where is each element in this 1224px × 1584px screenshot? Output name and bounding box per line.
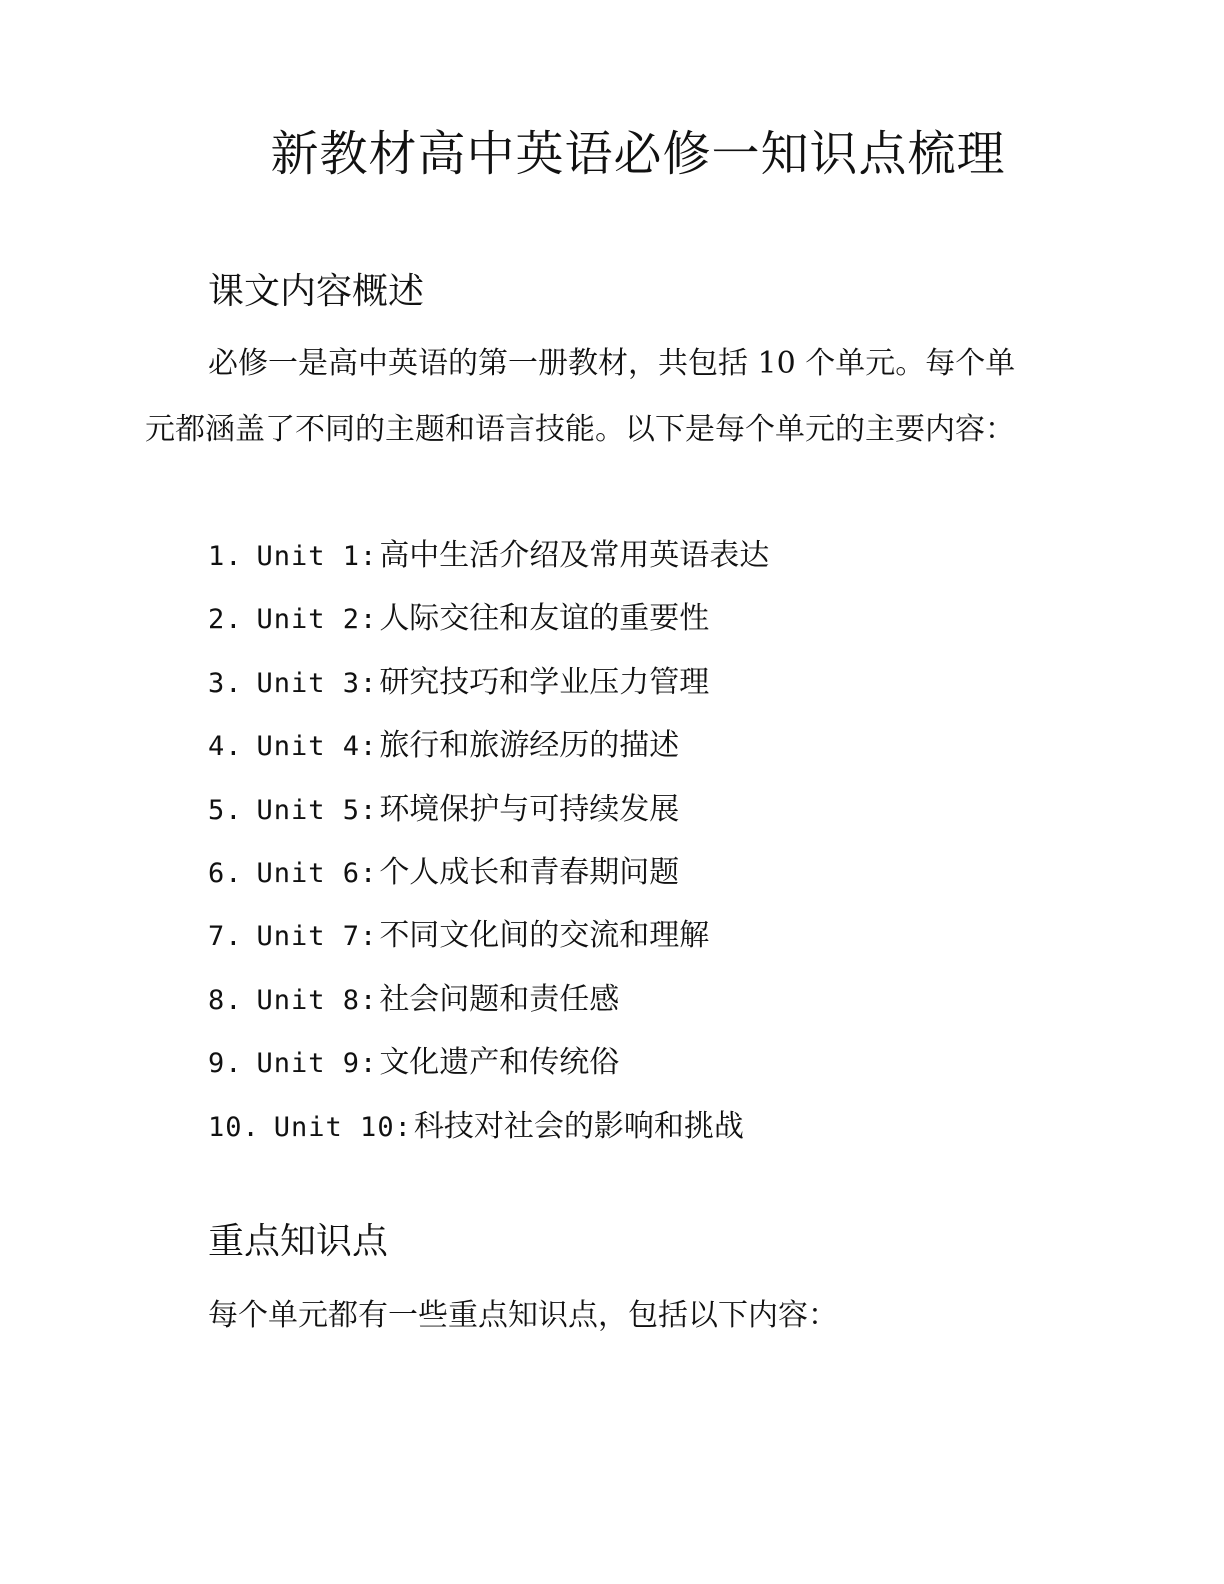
document-title: 新教材高中英语必修一知识点梳理 [270, 126, 1006, 182]
list-number: 9. [208, 1048, 243, 1080]
list-item [208, 1043, 769, 1106]
unit-topic: 社会问题和责任感 [379, 981, 620, 1017]
unit-code: Unit 3: [256, 667, 378, 699]
unit-topic: 研究技巧和学业压力管理 [379, 664, 710, 700]
unit-topic: 科技对社会的影响和挑战 [413, 1108, 744, 1144]
key-points-paragraph: 每个单元都有一些重点知识点，包括以下内容： [208, 1298, 838, 1333]
unit-code: Unit 8: [256, 984, 378, 1016]
list-item [208, 980, 769, 1043]
list-number: 5. [208, 794, 243, 826]
unit-code: Unit 5: [256, 794, 378, 826]
list-item [208, 790, 769, 853]
list-number: 3. [208, 667, 243, 699]
section-heading-key-points: 重点知识点 [208, 1221, 389, 1262]
list-item [208, 853, 769, 916]
unit-topic: 人际交往和友谊的重要性 [379, 601, 710, 637]
unit-code: Unit 9: [256, 1048, 378, 1080]
unit-code: Unit 6: [256, 857, 378, 889]
unit-topic: 环境保护与可持续发展 [379, 791, 680, 827]
list-item [208, 916, 769, 979]
list-item [208, 536, 769, 599]
list-number: 6. [208, 857, 243, 889]
overview-paragraph-line-2: 元都涵盖了不同的主题和语言技能。以下是每个单元的主要内容： [145, 412, 1015, 447]
list-number: 4. [208, 731, 243, 763]
list-item [208, 1107, 769, 1170]
unit-topic: 个人成长和青春期问题 [379, 854, 680, 890]
list-item [208, 599, 769, 662]
list-number: 7. [208, 921, 243, 953]
list-item [208, 663, 769, 726]
list-number: 8. [208, 984, 243, 1016]
list-item [208, 726, 769, 789]
list-number: 2. [208, 604, 243, 636]
unit-topic: 文化遗产和传统俗 [379, 1045, 620, 1081]
unit-topic: 旅行和旅游经历的描述 [379, 728, 680, 764]
unit-code: Unit 10: [273, 1111, 412, 1143]
unit-code: Unit 7: [256, 921, 378, 953]
unit-code: Unit 1: [256, 541, 378, 572]
overview-paragraph-line-1: 必修一是高中英语的第一册教材，共包括 10 个单元。每个单 [208, 346, 1016, 381]
unit-list [208, 536, 769, 1170]
list-number: 10. [208, 1111, 260, 1143]
section-heading-overview: 课文内容概述 [208, 271, 425, 312]
unit-topic: 高中生活介绍及常用英语表达 [379, 538, 770, 573]
unit-code: Unit 2: [256, 604, 378, 636]
unit-topic: 不同文化间的交流和理解 [379, 918, 710, 954]
unit-code: Unit 4: [256, 731, 378, 763]
list-number: 1. [208, 541, 243, 572]
